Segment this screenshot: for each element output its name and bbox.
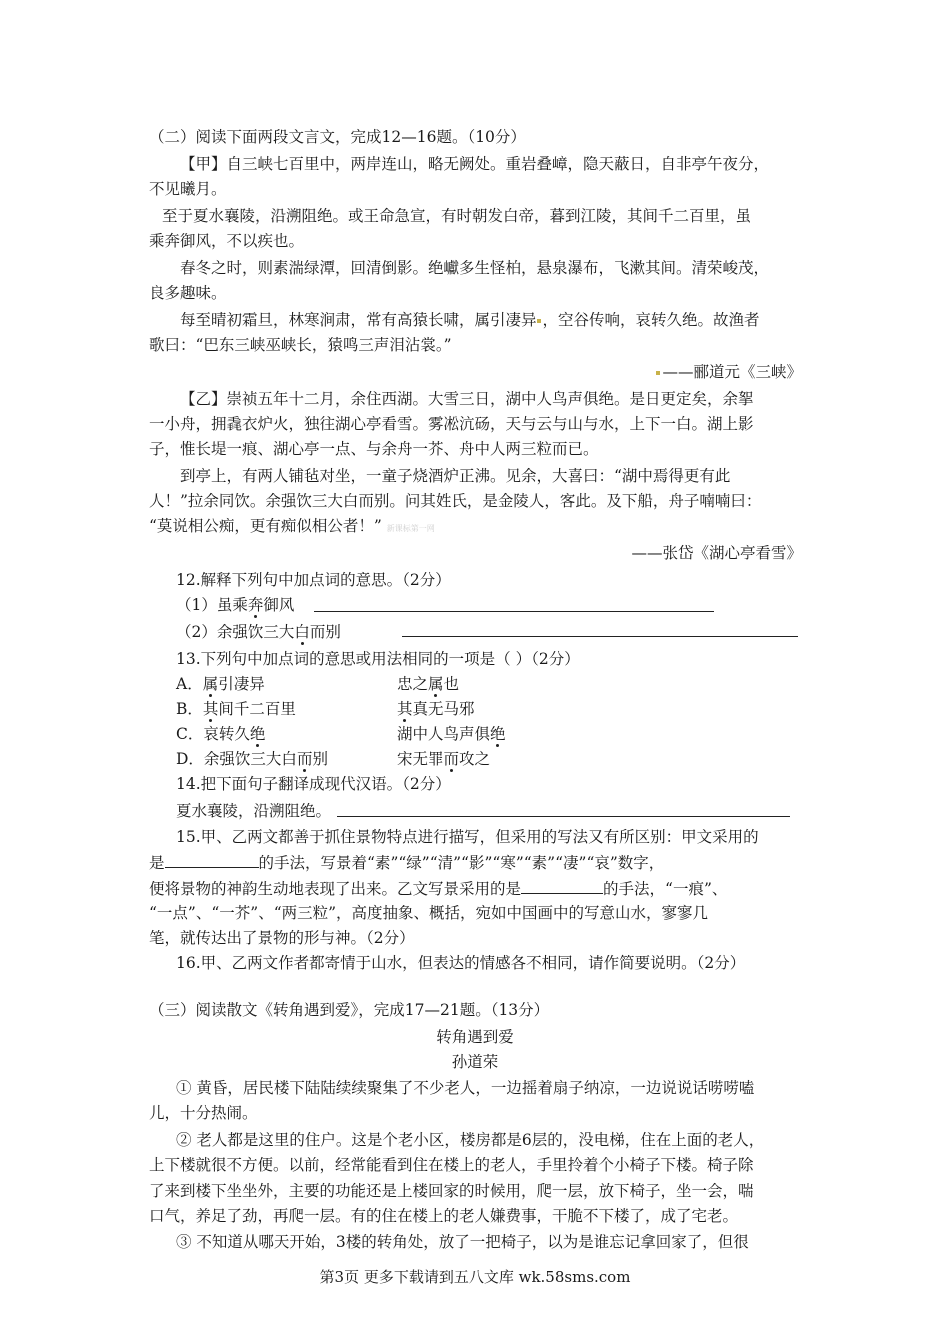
yi-paragraph-2-line-3 xyxy=(149,515,435,540)
q13-option-b-left xyxy=(176,698,296,720)
section3-heading: （三）阅读散文《转角遇到爱》，完成17—21题。（13分） xyxy=(149,1001,550,1019)
essay-paragraph-2-line-1: ② 老人都是这里的住户。这是个老小区，楼房都是6层的，没电梯，住在上面的老人， xyxy=(176,1131,765,1149)
q13-option-b-right xyxy=(397,698,475,720)
essay-paragraph-2-line-2: 上下楼就很不方便。以前，经常能看到住在楼上的老人，手里拎着个小椅子下楼。椅子除 xyxy=(149,1156,754,1174)
jia-paragraph-3-line-2: 良多趣味。 xyxy=(149,284,227,302)
essay-author: 孙道荣 xyxy=(451,1053,499,1071)
essay-title: 转角遇到爱 xyxy=(436,1028,514,1046)
jia-paragraph-2-line-2: 乘奔御风，不以疾也。 xyxy=(149,232,305,250)
q13-d-r-dotted: 而 xyxy=(443,750,460,768)
q15-l2-pre: 是 xyxy=(149,854,165,872)
q13-b-r-dotted: 其 xyxy=(397,700,413,718)
jia-p4-part1: 每至晴初霜旦，林寒涧肃，常有高猿长啸，属引凄异 xyxy=(180,311,537,329)
q13-c-r-pre: 湖中人鸟声俱 xyxy=(397,725,491,743)
q16-stem: 16.甲、乙两文作者都寄情于山水，但表达的情感各不相同，请作简要说明。（2分） xyxy=(176,954,746,972)
q13-option-c-left xyxy=(176,723,265,745)
jia-p4-part2: ，空谷传响，哀转久绝。故渔者 xyxy=(542,311,760,329)
jia-paragraph-3-line-1: 春冬之时，则素湍绿潭，回清倒影。绝巘多生怪柏，悬泉瀑布，飞漱其间。清荣峻茂， xyxy=(180,259,770,277)
q13-a-r-dotted: 属 xyxy=(428,675,444,693)
q13-c-r-dotted: 绝 xyxy=(490,725,506,743)
watermark-text: 新课标第一网 xyxy=(386,524,435,533)
q13-option-d-right xyxy=(397,748,490,770)
q15-l2-post: 的手法，写景着“素”“绿”“清”“影”“寒”“素”“凄”“哀”数字， xyxy=(258,854,665,872)
q12-i1-pre: （1）虽乘 xyxy=(176,596,248,614)
jia-source-text: ——郦道元《三峡》 xyxy=(662,363,802,381)
yi-paragraph-1-line-1: 【乙】崇祯五年十二月，余住西湖。大雪三日，湖中人鸟声俱绝。是日更定矣，余挐 xyxy=(180,390,754,408)
q13-option-d-left xyxy=(176,748,328,770)
q15-line-3 xyxy=(149,877,727,900)
q13-b-l-pre: B． xyxy=(176,700,203,718)
q13-d-l-dotted: 而 xyxy=(296,750,313,768)
section2-heading: （二）阅读下面两段文言文，完成12—16题。（10分） xyxy=(149,128,526,146)
jia-paragraph-4-line-1 xyxy=(180,309,760,331)
stray-mark-2 xyxy=(656,371,660,375)
yi-paragraph-1-line-3: 子，惟长堤一痕、湖心亭一点、与余舟一芥、舟中人两三粒而已。 xyxy=(149,440,599,458)
yi-source: ——张岱《湖心亭看雪》 xyxy=(631,544,802,562)
q15-line-4: “一点”、“一芥”、“两三粒”，高度抽象、概括，宛如中国画中的写意山水，寥寥几 xyxy=(149,904,709,922)
q14-stem: 14.把下面句子翻译成现代汉语。（2分） xyxy=(176,775,451,793)
q12-i1-dotted: 奔 xyxy=(247,596,264,614)
q12-answer-line-1[interactable] xyxy=(314,595,714,612)
q13-option-c-right xyxy=(397,723,506,745)
q13-a-r-post: 也 xyxy=(443,675,460,693)
q13-c-l-pre: C．哀转久 xyxy=(176,725,250,743)
q12-i2-post: 而别 xyxy=(309,623,341,641)
q13-a-r-pre: 忠之 xyxy=(397,675,429,693)
jia-paragraph-1-line-1: 【甲】自三峡七百里中，两岸连山，略无阙处。重岩叠嶂，隐天蔽日，自非亭午夜分， xyxy=(180,155,770,173)
q13-d-r-post: 攻之 xyxy=(459,750,491,768)
essay-paragraph-1-line-1: ① 黄昏，居民楼下陆陆续续聚集了不少老人，一边摇着扇子纳凉，一边说说话唠唠嗑 xyxy=(176,1079,755,1097)
q13-b-l-dotted: 其 xyxy=(202,700,219,718)
yi-paragraph-2-line-1: 到亭上，有两人铺毡对坐，一童子烧酒炉正沸。见余，大喜曰：“湖中焉得更有此 xyxy=(180,467,731,485)
q12-i1-post: 御风 xyxy=(263,596,295,614)
jia-paragraph-1-line-2: 不见曦月。 xyxy=(149,180,227,198)
q15-line-5: 笔，就传达出了景物的形与神。（2分） xyxy=(149,929,415,947)
q13-d-l-post: 别 xyxy=(312,750,328,768)
jia-paragraph-4-line-2: 歌曰：“巴东三峡巫峡长，猿鸣三声泪沾裳。” xyxy=(149,336,452,354)
q12-answer-line-2[interactable] xyxy=(402,620,798,637)
q13-c-l-dotted: 绝 xyxy=(249,725,266,743)
q13-b-l-post: 间千二百里 xyxy=(218,700,296,718)
jia-paragraph-2-line-1: 至于夏水襄陵，沿溯阻绝。或王命急宣，有时朝发白帝，暮到江陵，其间千二百里，虽 xyxy=(162,207,752,225)
essay-paragraph-2-line-4: 口气，养足了劲，再爬一层。有的住在楼上的老人嫌费事，干脆不下楼了，成了宅老。 xyxy=(149,1207,739,1225)
yi-paragraph-2-line-2: 人！”拉余同饮。余强饮三大白而别。问其姓氏，是金陵人，客此。及下船，舟子喃喃曰： xyxy=(149,492,762,510)
q13-b-r-post: 真无马邪 xyxy=(412,700,475,718)
q12-stem: 12.解释下列句中加点词的意思。（2分） xyxy=(176,571,451,589)
q12-i2-pre: （2）余强饮三大 xyxy=(176,623,295,641)
q13-a-l-dotted: 属 xyxy=(202,675,219,693)
yi-p2-line3-text: “莫说相公痴，更有痴似相公者！” xyxy=(149,517,382,535)
q13-option-a-left xyxy=(176,673,265,695)
q12-item-1 xyxy=(176,594,294,616)
q15-l3-post: 的手法，“一痕”、 xyxy=(603,880,728,898)
jia-source xyxy=(600,361,802,383)
q13-d-l-pre: D．余强饮三大白 xyxy=(176,750,297,768)
q15-line-1: 15.甲、乙两文都善于抓住景物特点进行描写，但采用的写法又有所区别：甲文采用的 xyxy=(176,828,759,846)
essay-paragraph-1-line-2: 儿，十分热闹。 xyxy=(149,1104,258,1122)
q13-d-r-pre: 宋无罪 xyxy=(397,750,444,768)
q15-blank-2[interactable] xyxy=(521,877,603,894)
q15-line-2 xyxy=(149,851,664,874)
essay-paragraph-2-line-3: 了来到楼下坐坐外，主要的功能还是上楼回家的时候用，爬一层，放下椅子，坐一会，喘 xyxy=(149,1182,754,1200)
q13-stem: 13.下列句中加点词的意思或用法相同的一项是（ ）（2分） xyxy=(176,650,580,668)
q13-option-a-right xyxy=(397,673,459,695)
page-footer: 第3页 更多下载请到五八文库 wk.58sms.com xyxy=(319,1268,631,1286)
q13-a-l-pre: A． xyxy=(176,675,203,693)
q14-answer-line[interactable] xyxy=(337,800,790,817)
q14-sentence: 夏水襄陵，沿溯阻绝。 xyxy=(176,802,332,820)
q13-a-l-post: 引凄异 xyxy=(218,675,265,693)
q12-item-2 xyxy=(176,621,341,643)
q12-i2-dotted: 白 xyxy=(294,623,310,641)
q15-blank-1[interactable] xyxy=(165,851,259,868)
stray-mark-1 xyxy=(537,319,541,323)
essay-paragraph-3-line-1: ③ 不知道从哪天开始，3楼的转角处，放了一把椅子，以为是谁忘记拿回家了，但很 xyxy=(176,1233,749,1251)
q15-l3-pre: 便将景物的神韵生动地表现了出来。乙文写景采用的是 xyxy=(149,880,522,898)
yi-paragraph-1-line-2: 一小舟，拥毳衣炉火，独往湖心亭看雪。雾凇沆砀，天与云与山与水，上下一白。湖上影 xyxy=(149,415,754,433)
